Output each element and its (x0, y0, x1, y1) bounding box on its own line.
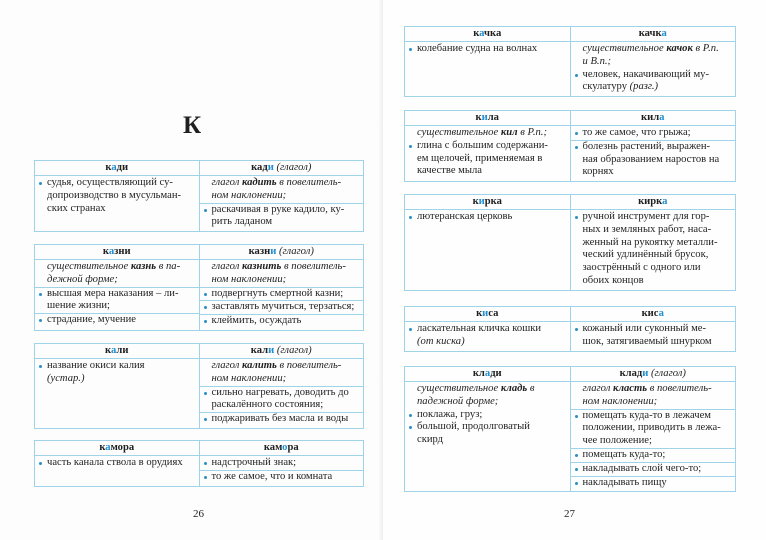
meaning-text: существительное (417, 383, 501, 394)
entry-kirka (404, 194, 736, 291)
meanings-second (570, 382, 736, 491)
meaning-line (409, 421, 566, 434)
headword-part: са (488, 308, 499, 319)
meaning-text: ческий удлинённый брусок, (582, 249, 709, 261)
stressed-vowel: и (478, 196, 485, 207)
entry-meanings (35, 358, 363, 428)
meaning-line (409, 434, 566, 447)
meaning-line (204, 261, 360, 274)
meaning-text: глагол (211, 177, 242, 188)
right-page (383, 0, 766, 540)
meaning-text: глина с большим содержани- (417, 139, 548, 151)
stressed-vowel: и (270, 246, 277, 257)
meaning-line (409, 211, 566, 224)
meaning-line (409, 127, 566, 140)
meaning-line (200, 314, 364, 328)
meaning-text: раскалённого состояния; (211, 399, 324, 411)
headword-part: к (105, 162, 112, 173)
headword-first (405, 27, 570, 41)
meaning-text: ручной инструмент для гор- (582, 211, 710, 222)
meaning-line (204, 457, 360, 470)
meanings-first (35, 456, 199, 486)
meaning-text: раскачивая в руке кадило, ку- (211, 203, 345, 215)
entry-meanings (35, 455, 363, 486)
part-of-speech-note: (глагол) (276, 345, 312, 356)
headword-part: кил (641, 112, 660, 123)
entry-header (405, 307, 735, 321)
meaning-text: казнить (241, 261, 282, 272)
meaning-text: обоих концов (582, 274, 644, 286)
meaning-line (39, 190, 195, 203)
entry-kladi (404, 366, 736, 492)
meaning-text: шок, затягиваемый шнурком (582, 335, 712, 347)
headword-part: чка (484, 28, 502, 39)
meaning-text: большой, продолговатый (417, 421, 530, 433)
entry-meanings (405, 209, 735, 290)
section-letter: К (183, 112, 202, 139)
meaning-line (575, 224, 732, 237)
meaning-text: ная образованием наростов на (582, 153, 720, 165)
meanings-first (35, 260, 199, 330)
headword-first (405, 195, 570, 209)
stressed-vowel: а (662, 196, 668, 207)
meaning-text: колебание судна на волнах (417, 43, 538, 54)
stressed-vowel: а (659, 112, 665, 123)
meaning-line (575, 396, 732, 409)
entry-meanings (405, 381, 735, 491)
entry-header (405, 367, 735, 381)
meaning-line (575, 69, 732, 82)
meaning-text: страдание, мучение (47, 314, 136, 326)
meaning-line (204, 399, 360, 412)
meanings-first (405, 382, 570, 491)
headword-part: ли (116, 345, 129, 356)
entry-header (35, 441, 363, 455)
meaning-line (204, 190, 360, 203)
meaning-text: поджаривать без масла и воды (211, 413, 349, 425)
headword-part: кл (472, 368, 485, 379)
meaning-text: глагол (211, 261, 242, 272)
meaning-text: рить ладаном (211, 216, 273, 228)
meanings-first (405, 210, 570, 290)
meaning-line (409, 323, 566, 336)
stressed-vowel: а (484, 368, 491, 379)
part-of-speech-note: (глагол) (651, 368, 686, 379)
meaning-text: в Р.п. (692, 43, 719, 54)
meaning-line (409, 43, 566, 56)
meaning-line (575, 56, 732, 69)
meaning-line (409, 165, 566, 178)
meaning-text: ских странах (47, 202, 106, 214)
entry-kali (34, 343, 364, 429)
headword-part: мора (110, 442, 135, 453)
headword-part: кирк (638, 196, 663, 207)
headword-first (405, 367, 570, 381)
meaning-text: судья, осуществляющий су- (47, 177, 173, 188)
meaning-text: ных и земляных работ, наса- (582, 223, 712, 235)
meaning-line (575, 249, 732, 262)
meaning-text: женный на рукоятку металли- (582, 236, 718, 248)
meaning-line (409, 383, 566, 396)
meaning-text: в повелитель- (647, 383, 712, 394)
meaning-line (35, 313, 199, 327)
meaning-text: скулатуру (582, 81, 630, 93)
stressed-vowel: а (661, 28, 667, 39)
headword-first (35, 441, 199, 455)
meaning-text: класть (612, 383, 648, 394)
meaning-line (409, 336, 566, 349)
meanings-second (570, 210, 736, 290)
stressed-vowel: и (482, 308, 489, 319)
headword-first (405, 307, 570, 321)
meaning-text: в па- (156, 261, 181, 272)
meaning-text: поклажа, груз; (417, 408, 483, 420)
headword-second (199, 161, 364, 175)
meaning-text: кладь (500, 383, 528, 394)
meaning-line (200, 386, 364, 400)
meaning-text: подвергнуть смертной казни; (211, 287, 344, 299)
meaning-line (575, 81, 732, 94)
meaning-text: качок (666, 43, 693, 54)
meaning-line (575, 336, 732, 349)
meaning-text: в повелитель- (276, 360, 342, 371)
stressed-vowel: и (268, 345, 275, 356)
meanings-second (570, 42, 736, 96)
meaning-text: шение жизни; (47, 300, 111, 312)
entry-header (35, 245, 363, 259)
meaning-line (200, 412, 364, 426)
meaning-line (200, 203, 364, 217)
meaning-line (575, 435, 732, 448)
stressed-vowel: а (111, 345, 117, 356)
meaning-line (39, 203, 195, 216)
headword-part: к (105, 345, 111, 356)
meaning-text: калить (241, 360, 277, 371)
entry-kazni (34, 244, 364, 331)
meaning-text: лютеранская церковь (417, 211, 513, 222)
meaning-text: сильно нагревать, доводить до (211, 386, 349, 398)
headword-part: кам (263, 442, 283, 453)
meaning-text: человек, накачивающий му- (582, 68, 709, 80)
meanings-second (570, 126, 736, 181)
meaning-text: качестве мыла (417, 165, 482, 177)
entry-meanings (405, 125, 735, 181)
page-number-left: 26 (193, 508, 204, 520)
meaning-text: глагол (582, 383, 613, 394)
entry-meanings (35, 259, 363, 330)
headword-part: качк (638, 28, 662, 39)
meaning-text: кадить (241, 177, 277, 188)
meaning-line (200, 300, 364, 314)
meaning-line (575, 127, 732, 140)
meaning-line (39, 300, 195, 313)
part-of-speech-note: (глагол) (276, 162, 312, 173)
meaning-line (200, 470, 364, 484)
headword-part: ла (487, 112, 499, 123)
headword-part: ди (116, 162, 129, 173)
meaning-text: кожаный или суконный ме- (582, 323, 707, 334)
entry-kamora (34, 440, 364, 487)
meaning-text: скирд (417, 434, 444, 446)
meaning-text: в (527, 383, 535, 394)
meanings-first (405, 322, 570, 351)
part-of-speech-note: (глагол) (278, 246, 314, 257)
meaning-line (35, 287, 199, 301)
meaning-line (204, 274, 360, 287)
headword-part: ди (490, 368, 502, 379)
page-number-right: 27 (564, 508, 575, 520)
meaning-text: то же самое, что и комната (211, 470, 333, 482)
meaning-line (575, 422, 732, 435)
meaning-line (200, 287, 364, 301)
meaning-text: болезнь растений, выражен- (582, 140, 711, 152)
meaning-line (39, 360, 195, 373)
meaning-text: существительное (582, 43, 667, 54)
stressed-vowel: а (111, 162, 117, 173)
meaning-line (204, 373, 360, 386)
meaning-text: (разг.) (629, 81, 659, 93)
meanings-first (405, 42, 570, 96)
headword-part: к (473, 28, 480, 39)
meaning-line (575, 43, 732, 56)
stressed-vowel: и (267, 162, 274, 173)
headword-second (199, 441, 364, 455)
meaning-line (571, 409, 736, 423)
headword-first (405, 111, 570, 125)
meaning-line (575, 275, 732, 288)
meaning-text: помещать куда-то в лежачем (582, 409, 712, 421)
entry-meanings (405, 41, 735, 96)
headword-part: казн (248, 246, 271, 257)
headword-second (570, 367, 736, 381)
entry-meanings (405, 321, 735, 351)
meaning-line (39, 274, 195, 287)
meaning-line (571, 140, 736, 154)
stressed-vowel: о (282, 442, 288, 453)
headword-first (35, 344, 199, 358)
headword-part: ра (287, 442, 299, 453)
headword-first (35, 161, 199, 175)
headword-part: к (475, 112, 482, 123)
meaning-text: ном наклонении; (211, 372, 287, 384)
meanings-second (199, 359, 364, 428)
meaning-line (39, 457, 195, 470)
entry-kila (404, 110, 736, 182)
meaning-text: заострённый с одного или (582, 262, 701, 274)
meaning-line (409, 153, 566, 166)
meaning-line (571, 462, 736, 476)
meaning-text: корнях (582, 166, 614, 178)
meaning-line (409, 409, 566, 422)
meaning-line (575, 211, 732, 224)
meanings-first (405, 126, 570, 181)
meaning-text: чее положение; (582, 435, 652, 447)
headword-part: к (99, 442, 106, 453)
entry-header (405, 111, 735, 125)
meaning-text: в повелитель- (281, 261, 346, 272)
meaning-text: надстрочный знак; (211, 457, 297, 468)
headword-second (570, 195, 736, 209)
headword-part: зни (114, 246, 131, 257)
headword-part: клад (619, 368, 643, 379)
meaning-text: заставлять мучиться, терзаться; (211, 301, 355, 313)
meaning-text: (устар.) (47, 372, 85, 384)
headword-part: к (102, 246, 109, 257)
meaning-line (204, 360, 360, 373)
headword-second (570, 27, 736, 41)
meaning-text: в повелитель- (276, 177, 342, 188)
meanings-second (199, 260, 364, 330)
meaning-text: глагол (211, 360, 242, 371)
meanings-second (199, 456, 364, 486)
meaning-line (571, 476, 736, 490)
meaning-line (571, 448, 736, 462)
entry-kisa (404, 306, 736, 352)
headword-second (199, 245, 364, 259)
headword-part: кис (641, 308, 659, 319)
meaning-text: кил (500, 127, 518, 138)
headword-second (570, 307, 736, 321)
meaning-line (575, 166, 732, 179)
meaning-line (39, 373, 195, 386)
meaning-line (575, 237, 732, 250)
meaning-line (204, 177, 360, 190)
headword-part: кал (250, 345, 269, 356)
stressed-vowel: а (479, 28, 485, 39)
meanings-first (35, 359, 199, 428)
stressed-vowel: а (658, 308, 664, 319)
stressed-vowel: а (108, 246, 115, 257)
meanings-second (570, 322, 736, 351)
meaning-text: накладывать пищу (582, 476, 667, 488)
meaning-text: ем щелочей, применяемая в (417, 152, 543, 164)
meaning-text: накладывать слой чего-то; (582, 462, 702, 474)
entry-header (405, 27, 735, 41)
meaning-line (409, 140, 566, 153)
meaning-line (409, 396, 566, 409)
meaning-text: ном наклонении; (211, 273, 287, 285)
entry-meanings (35, 175, 363, 231)
meaning-text: и В.п.; (582, 55, 612, 67)
entry-kadi (34, 160, 364, 232)
meaning-text: в Р.п.; (517, 127, 547, 138)
meaning-line (204, 216, 360, 229)
meaning-text: ласкательная кличка кошки (417, 323, 542, 334)
meaning-text: положении, приводить в лежа- (582, 422, 721, 434)
meaning-text: то же самое, что грыжа; (582, 127, 691, 138)
entry-header (35, 344, 363, 358)
meaning-text: падежной форме; (417, 395, 499, 407)
meaning-line (39, 261, 195, 274)
headword-part: к (476, 308, 483, 319)
stressed-vowel: и (481, 112, 488, 123)
meaning-text: казнь (130, 261, 157, 272)
meaning-text: существительное (47, 261, 131, 272)
headword-second (570, 111, 736, 125)
meaning-line (575, 154, 732, 167)
meaning-line (39, 177, 195, 190)
headword-part: рка (484, 196, 502, 207)
entry-header (35, 161, 363, 175)
meaning-text: дежной форме; (47, 273, 118, 285)
headword-part: к (472, 196, 479, 207)
meaning-line (575, 323, 732, 336)
headword-first (35, 245, 199, 259)
meaning-text: (от киска) (417, 335, 465, 347)
meaning-text: ном наклонении; (211, 189, 287, 201)
meanings-second (199, 176, 364, 231)
meaning-text: часть канала ствола в орудиях (47, 457, 183, 468)
meaning-text: ном наклонении; (582, 395, 658, 407)
meaning-text: допроизводство в мусульман- (47, 189, 182, 201)
stressed-vowel: а (105, 442, 111, 453)
entry-header (405, 195, 735, 209)
meaning-line (575, 383, 732, 396)
headword-part: кад (251, 162, 268, 173)
stressed-vowel: и (642, 368, 649, 379)
meaning-text: помещать куда-то; (582, 448, 666, 460)
entry-kachka (404, 26, 736, 97)
meaning-text: высшая мера наказания – ли- (47, 287, 179, 299)
meaning-line (575, 262, 732, 275)
headword-second (199, 344, 364, 358)
meaning-text: существительное (417, 127, 501, 138)
meaning-text: название окиси калия (47, 360, 145, 371)
meanings-first (35, 176, 199, 231)
meaning-text: клеймить, осуждать (211, 315, 302, 327)
